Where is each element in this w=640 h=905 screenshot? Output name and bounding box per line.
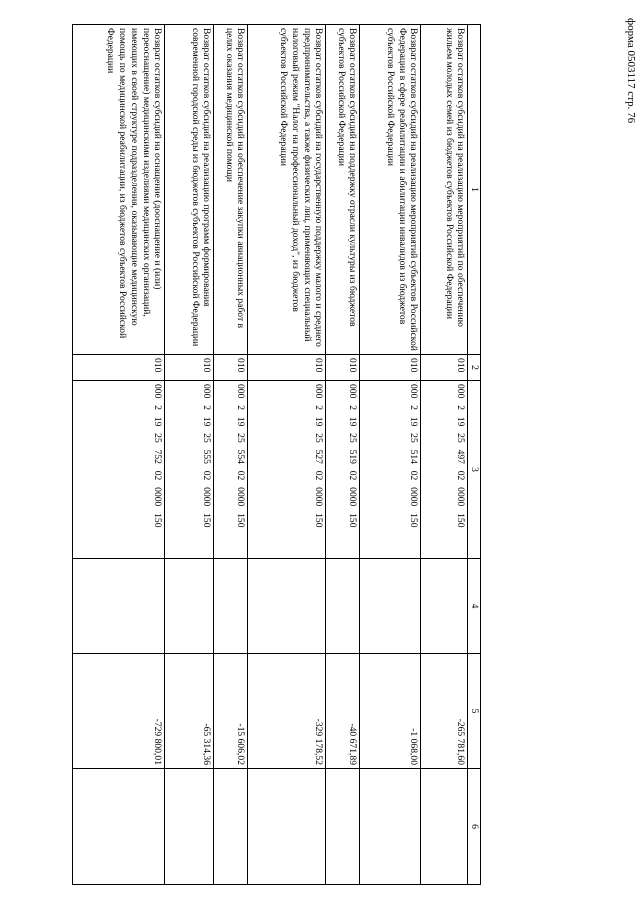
indicator-name: Возврат остатков субсидий на оснащение (дооснащение и (или) переоснащение) медицинскими изделиями медицинских организаций, имеющих в своей структуре подразделения, оказывающие медицинскую помощь по медицинской реабилитации, из бюджетов субъектов Российской Федерации bbox=[73, 25, 165, 355]
indicator-name: Возврат остатков субсидий на государственную поддержку малого и среднего предпринимательства, а также физических лиц, применяющих специальный налоговый режим "Налог на профессиональный доход", из бюджетов субъектов Российской Федерации bbox=[248, 25, 326, 355]
column-number: 3 bbox=[468, 381, 481, 559]
table-row bbox=[248, 25, 326, 885]
indicator-name: Возврат остатков субсидий на реализацию мероприятий субъектов Российской Федерации в сфере реабилитации и абилитации инвалидов из бюджетов субъектов Российской Федерации bbox=[360, 25, 421, 355]
budget-classification-code: 000 2 19 25 527 02 0000 150 bbox=[248, 381, 326, 559]
report-page bbox=[81, 24, 481, 884]
table-row bbox=[421, 25, 468, 885]
line-code: 010 bbox=[326, 355, 360, 381]
value-col5: -729 800,01 bbox=[73, 654, 165, 769]
line-code: 010 bbox=[248, 355, 326, 381]
line-code: 010 bbox=[421, 355, 468, 381]
value-col6 bbox=[73, 769, 165, 885]
budget-classification-code: 000 2 19 25 752 02 0000 150 bbox=[73, 381, 165, 559]
budget-classification-code: 000 2 19 25 555 02 0000 150 bbox=[165, 381, 214, 559]
indicator-name: Возврат остатков субсидий на обеспечение закупки авиационных работ в целях оказания медицинской помощи bbox=[214, 25, 248, 355]
value-col5: -1 068,00 bbox=[360, 654, 421, 769]
table-row bbox=[73, 25, 165, 885]
table-row bbox=[214, 25, 248, 885]
table-row bbox=[326, 25, 360, 885]
form-reference: форма 0503117 стр. 76 bbox=[625, 18, 637, 124]
line-code: 010 bbox=[360, 355, 421, 381]
value-col5: -65 314,36 bbox=[165, 654, 214, 769]
value-col4 bbox=[360, 559, 421, 654]
value-col6 bbox=[360, 769, 421, 885]
value-col6 bbox=[165, 769, 214, 885]
budget-classification-code: 000 2 19 25 519 02 0000 150 bbox=[326, 381, 360, 559]
value-col5: -329 178,52 bbox=[248, 654, 326, 769]
budget-classification-code: 000 2 19 25 514 02 0000 150 bbox=[360, 381, 421, 559]
column-number: 5 bbox=[468, 654, 481, 769]
indicator-name: Возврат остатков субсидий на реализацию мероприятий по обеспечению жильем молодых семей из бюджетов субъектов Российской Федерации bbox=[421, 25, 468, 355]
value-col6 bbox=[248, 769, 326, 885]
value-col6 bbox=[326, 769, 360, 885]
value-col6 bbox=[214, 769, 248, 885]
indicator-name: Возврат остатков субсидий на реализацию программ формирования современной городской среды из бюджетов субъектов Российской Федерации bbox=[165, 25, 214, 355]
value-col4 bbox=[421, 559, 468, 654]
value-col4 bbox=[326, 559, 360, 654]
line-code: 010 bbox=[73, 355, 165, 381]
value-col4 bbox=[214, 559, 248, 654]
value-col6 bbox=[421, 769, 468, 885]
value-col5: -15 606,02 bbox=[214, 654, 248, 769]
value-col4 bbox=[165, 559, 214, 654]
value-col4 bbox=[248, 559, 326, 654]
table-row bbox=[165, 25, 214, 885]
column-number: 2 bbox=[468, 355, 481, 381]
column-number: 1 bbox=[468, 25, 481, 355]
column-number: 4 bbox=[468, 559, 481, 654]
line-code: 010 bbox=[165, 355, 214, 381]
budget-classification-code: 000 2 19 25 554 02 0000 150 bbox=[214, 381, 248, 559]
column-number: 6 bbox=[468, 769, 481, 885]
indicator-name: Возврат остатков субсидий на поддержку отрасли культуры из бюджетов субъектов Российской Федерации bbox=[326, 25, 360, 355]
line-code: 010 bbox=[214, 355, 248, 381]
value-col4 bbox=[73, 559, 165, 654]
column-number-row bbox=[468, 25, 481, 885]
value-col5: -40 671,89 bbox=[326, 654, 360, 769]
value-col5: -265 781,60 bbox=[421, 654, 468, 769]
budget-classification-code: 000 2 19 25 497 02 0000 150 bbox=[421, 381, 468, 559]
report-table bbox=[72, 24, 481, 885]
table-row bbox=[360, 25, 421, 885]
